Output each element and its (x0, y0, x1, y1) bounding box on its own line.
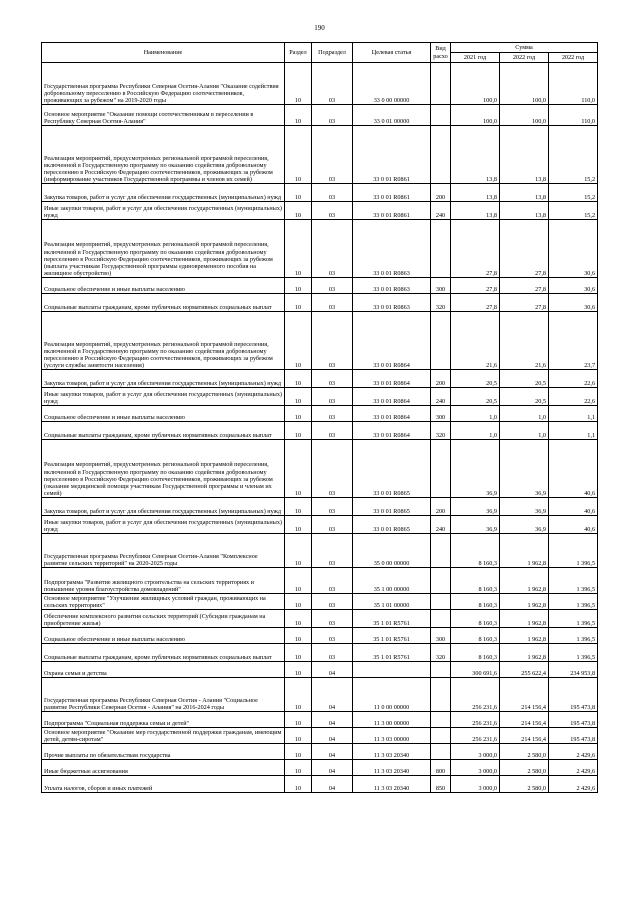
row-sum-2022-b: 15,2 (549, 126, 598, 184)
row-sum-2022-a: 36,9 (500, 440, 549, 498)
header-podrazdel: Подраздел (312, 43, 353, 63)
row-razdel: 10 (285, 644, 312, 662)
row-podrazdel: 03 (312, 422, 353, 440)
row-sum-2022-b: 1,1 (549, 406, 598, 422)
budget-table (41, 42, 598, 793)
row-name: Закупка товаров, работ и услуг для обеспечения государственных (муниципальных) нужд (42, 370, 285, 388)
row-name: Подпрограмма "Развитие жилищного строительства на сельских территориях и повышение уровня благоустройства домовладений" (42, 568, 285, 594)
row-sum-2022-a: 13,8 (500, 202, 549, 220)
row-podrazdel: 03 (312, 534, 353, 568)
table-row (42, 312, 598, 370)
row-vid-rashoda (431, 678, 451, 712)
row-podrazdel: 03 (312, 202, 353, 220)
table-row (42, 370, 598, 388)
table-row (42, 388, 598, 406)
row-vid-rashoda: 200 (431, 498, 451, 516)
row-name: Обеспечение комплексного развития сельских территорий (Субсидии гражданам на приобретение жилья) (42, 610, 285, 628)
row-sum-2021: 256 231,6 (451, 712, 500, 728)
table-row (42, 712, 598, 728)
row-razdel: 10 (285, 712, 312, 728)
row-sum-2022-b: 1 396,5 (549, 644, 598, 662)
row-sum-2022-a: 255 622,4 (500, 662, 549, 678)
row-razdel: 10 (285, 498, 312, 516)
row-sum-2021: 1,0 (451, 422, 500, 440)
row-name: Прочие выплаты по обязательствам государства (42, 744, 285, 760)
row-vid-rashoda (431, 662, 451, 678)
table-row (42, 610, 598, 628)
table-row (42, 628, 598, 644)
row-razdel: 10 (285, 422, 312, 440)
row-sum-2021: 36,9 (451, 516, 500, 534)
row-celevaya-statya: 33 0 01 R0863 (353, 278, 431, 294)
row-celevaya-statya: 35 1 01 R5761 (353, 628, 431, 644)
row-podrazdel: 03 (312, 568, 353, 594)
row-vid-rashoda: 300 (431, 406, 451, 422)
row-razdel: 10 (285, 220, 312, 278)
row-vid-rashoda (431, 594, 451, 610)
row-celevaya-statya (353, 662, 431, 678)
table-row (42, 294, 598, 312)
row-sum-2021: 8 160,3 (451, 594, 500, 610)
row-vid-rashoda (431, 126, 451, 184)
row-sum-2021: 1,0 (451, 406, 500, 422)
row-sum-2022-b: 1 396,5 (549, 594, 598, 610)
header-celevaya: Целевая статья (353, 43, 431, 63)
row-podrazdel: 03 (312, 628, 353, 644)
row-celevaya-statya: 11 0 00 00000 (353, 678, 431, 712)
row-sum-2021: 8 160,3 (451, 534, 500, 568)
row-celevaya-statya: 33 0 01 R0864 (353, 312, 431, 370)
row-sum-2022-b: 1 396,5 (549, 534, 598, 568)
row-sum-2022-a: 21,6 (500, 312, 549, 370)
row-podrazdel: 03 (312, 644, 353, 662)
row-razdel: 10 (285, 776, 312, 793)
row-celevaya-statya: 33 0 01 R0863 (353, 294, 431, 312)
row-sum-2022-a: 13,8 (500, 184, 549, 202)
row-razdel: 10 (285, 760, 312, 776)
row-sum-2022-a: 1 962,8 (500, 628, 549, 644)
row-celevaya-statya: 11 3 03 20340 (353, 776, 431, 793)
row-sum-2022-b: 2 429,6 (549, 760, 598, 776)
row-sum-2022-b: 234 953,8 (549, 662, 598, 678)
row-name: Реализация мероприятий, предусмотренных региональной программой переселения, включенной в Государственную программу по оказанию содействия добровольному переселению в Российскую Федерацию соотечественников, проживающих за рубежом (информирование участников Государственной программы и членов их семей) (42, 126, 285, 184)
row-sum-2021: 13,8 (451, 184, 500, 202)
row-name: Закупка товаров, работ и услуг для обеспечения государственных (муниципальных) нужд (42, 498, 285, 516)
header-vid: Вид расхо (431, 43, 451, 63)
table-row (42, 184, 598, 202)
row-vid-rashoda: 200 (431, 184, 451, 202)
row-sum-2022-b: 22,6 (549, 370, 598, 388)
row-sum-2022-b: 2 429,6 (549, 744, 598, 760)
row-celevaya-statya: 33 0 01 00000 (353, 105, 431, 126)
table-body (42, 63, 598, 793)
row-name: Социальное обеспечение и иные выплаты населению (42, 628, 285, 644)
row-sum-2022-b: 110,0 (549, 105, 598, 126)
row-razdel: 10 (285, 312, 312, 370)
row-sum-2021: 3 000,0 (451, 744, 500, 760)
row-sum-2022-a: 20,5 (500, 370, 549, 388)
row-sum-2022-b: 30,6 (549, 294, 598, 312)
row-vid-rashoda: 240 (431, 388, 451, 406)
row-celevaya-statya: 35 1 01 R5761 (353, 644, 431, 662)
row-sum-2022-a: 214 156,4 (500, 712, 549, 728)
row-razdel: 10 (285, 678, 312, 712)
table-row (42, 644, 598, 662)
row-sum-2022-a: 20,5 (500, 388, 549, 406)
row-sum-2021: 27,8 (451, 278, 500, 294)
page-number: 190 (314, 24, 325, 32)
row-vid-rashoda (431, 440, 451, 498)
row-name: Социальные выплаты гражданам, кроме публичных нормативных социальных выплат (42, 294, 285, 312)
row-sum-2022-a: 2 580,0 (500, 760, 549, 776)
row-sum-2022-b: 1,1 (549, 422, 598, 440)
row-podrazdel: 03 (312, 294, 353, 312)
row-sum-2022-b: 195 473,8 (549, 712, 598, 728)
row-name: Социальные выплаты гражданам, кроме публичных нормативных социальных выплат (42, 422, 285, 440)
row-celevaya-statya: 35 1 01 R5761 (353, 610, 431, 628)
row-name: Реализация мероприятий, предусмотренных региональной программой переселения, включенной в Государственную программу по оказанию содействия добровольному переселению в Российскую Федерацию соотечественников, проживающих за рубежом (оказание медицинской помощи участникам Государственной программы и членам их семей) (42, 440, 285, 498)
row-sum-2021: 36,9 (451, 440, 500, 498)
row-sum-2022-b: 30,6 (549, 278, 598, 294)
row-name: Реализация мероприятий, предусмотренных региональной программой переселения, включенной в Государственную программу по оказанию содействия добровольному переселению в Российскую Федерацию соотечественников, проживающих за рубежом (услуги службы занятости населения) (42, 312, 285, 370)
row-podrazdel: 03 (312, 440, 353, 498)
table-row (42, 760, 598, 776)
row-celevaya-statya: 11 3 00 00000 (353, 712, 431, 728)
row-celevaya-statya: 35 1 00 00000 (353, 568, 431, 594)
row-podrazdel: 03 (312, 406, 353, 422)
row-razdel: 10 (285, 105, 312, 126)
row-name: Закупка товаров, работ и услуг для обеспечения государственных (муниципальных) нужд (42, 184, 285, 202)
row-celevaya-statya: 33 0 01 R0864 (353, 370, 431, 388)
row-sum-2021: 256 231,6 (451, 678, 500, 712)
table-row (42, 516, 598, 534)
row-celevaya-statya: 11 3 03 20340 (353, 760, 431, 776)
row-podrazdel: 04 (312, 744, 353, 760)
row-podrazdel: 04 (312, 678, 353, 712)
header-2022-a: 2022 год (500, 53, 549, 63)
row-name: Охрана семьи и детства (42, 662, 285, 678)
row-razdel: 10 (285, 628, 312, 644)
row-podrazdel: 03 (312, 594, 353, 610)
row-name: Иные бюджетные ассигнования (42, 760, 285, 776)
row-sum-2022-b: 1 396,5 (549, 628, 598, 644)
row-name: Социальные выплаты гражданам, кроме публичных нормативных социальных выплат (42, 644, 285, 662)
row-sum-2022-a: 1 962,8 (500, 610, 549, 628)
row-celevaya-statya: 33 0 01 R0864 (353, 406, 431, 422)
row-celevaya-statya: 33 0 01 R0864 (353, 388, 431, 406)
row-razdel: 10 (285, 294, 312, 312)
row-razdel: 10 (285, 370, 312, 388)
table-row (42, 594, 598, 610)
row-celevaya-statya: 33 0 00 00000 (353, 63, 431, 105)
row-celevaya-statya: 35 0 00 00000 (353, 534, 431, 568)
row-name: Иные закупки товаров, работ и услуг для обеспечения государственных (муниципальных) нужд (42, 202, 285, 220)
header-2021: 2021 год (451, 53, 500, 63)
row-vid-rashoda: 200 (431, 370, 451, 388)
row-sum-2021: 13,8 (451, 126, 500, 184)
table-row (42, 728, 598, 744)
row-podrazdel: 03 (312, 312, 353, 370)
row-sum-2022-b: 2 429,6 (549, 776, 598, 793)
table-row (42, 278, 598, 294)
table-row (42, 63, 598, 105)
row-razdel: 10 (285, 568, 312, 594)
row-celevaya-statya: 33 0 01 R0865 (353, 440, 431, 498)
row-podrazdel: 04 (312, 776, 353, 793)
table-row (42, 776, 598, 793)
row-name: Подпрограмма "Социальная поддержка семьи и детей" (42, 712, 285, 728)
row-vid-rashoda: 320 (431, 294, 451, 312)
row-sum-2022-b: 30,6 (549, 220, 598, 278)
row-sum-2021: 300 691,6 (451, 662, 500, 678)
row-razdel: 10 (285, 63, 312, 105)
row-vid-rashoda (431, 744, 451, 760)
row-sum-2022-a: 1,0 (500, 422, 549, 440)
row-name: Иные закупки товаров, работ и услуг для обеспечения государственных (муниципальных) нужд (42, 388, 285, 406)
row-celevaya-statya: 33 0 01 R0865 (353, 516, 431, 534)
row-podrazdel: 03 (312, 516, 353, 534)
header-2022-b: 2022 год (549, 53, 598, 63)
row-vid-rashoda: 800 (431, 760, 451, 776)
row-podrazdel: 04 (312, 662, 353, 678)
table-row (42, 744, 598, 760)
table-row (42, 422, 598, 440)
row-name: Основное мероприятие "Улучшение жилищных условий граждан, проживающих на сельских территориях" (42, 594, 285, 610)
row-podrazdel: 03 (312, 370, 353, 388)
row-sum-2022-a: 100,0 (500, 105, 549, 126)
row-razdel: 10 (285, 610, 312, 628)
row-sum-2022-b: 40,6 (549, 440, 598, 498)
row-celevaya-statya: 33 0 01 R0861 (353, 126, 431, 184)
row-razdel: 10 (285, 388, 312, 406)
table-row (42, 498, 598, 516)
row-sum-2022-a: 36,9 (500, 498, 549, 516)
row-vid-rashoda (431, 534, 451, 568)
row-celevaya-statya: 35 1 01 00000 (353, 594, 431, 610)
row-sum-2022-b: 22,6 (549, 388, 598, 406)
row-vid-rashoda (431, 312, 451, 370)
row-vid-rashoda: 320 (431, 422, 451, 440)
row-sum-2022-a: 36,9 (500, 516, 549, 534)
row-razdel: 10 (285, 202, 312, 220)
table-row (42, 105, 598, 126)
row-sum-2022-b: 195 473,8 (549, 678, 598, 712)
row-razdel: 10 (285, 534, 312, 568)
table-row (42, 406, 598, 422)
row-name: Уплата налогов, сборов и иных платежей (42, 776, 285, 793)
row-sum-2022-a: 27,8 (500, 220, 549, 278)
row-name: Государственная программа Республики Северная Осетия - Алания "Социальное развитие Республики Северная Осетия - Алания" на 2016-2024 годы (42, 678, 285, 712)
row-razdel: 10 (285, 662, 312, 678)
row-sum-2021: 8 160,3 (451, 610, 500, 628)
row-razdel: 10 (285, 184, 312, 202)
row-sum-2022-a: 214 156,4 (500, 678, 549, 712)
row-razdel: 10 (285, 440, 312, 498)
row-celevaya-statya: 33 0 01 R0861 (353, 184, 431, 202)
row-celevaya-statya: 11 3 03 20340 (353, 744, 431, 760)
row-sum-2021: 3 000,0 (451, 760, 500, 776)
row-sum-2021: 27,8 (451, 294, 500, 312)
table-row (42, 202, 598, 220)
row-sum-2022-a: 13,8 (500, 126, 549, 184)
row-vid-rashoda: 300 (431, 628, 451, 644)
row-sum-2022-b: 1 396,5 (549, 568, 598, 594)
table-row (42, 220, 598, 278)
row-sum-2022-a: 1 962,8 (500, 594, 549, 610)
row-sum-2022-b: 110,0 (549, 63, 598, 105)
row-razdel: 10 (285, 594, 312, 610)
row-vid-rashoda: 320 (431, 644, 451, 662)
row-vid-rashoda (431, 568, 451, 594)
row-name: Основное мероприятие "Оказание помощи соотечественникам в переселении в Республику Северная Осетия-Алания" (42, 105, 285, 126)
row-sum-2021: 21,6 (451, 312, 500, 370)
row-razdel: 10 (285, 744, 312, 760)
row-vid-rashoda: 240 (431, 202, 451, 220)
row-sum-2022-b: 40,6 (549, 498, 598, 516)
row-name: Государственная программа Республики Северная Осетия-Алания "Оказание содействия добровольному переселению в Российскую Федерацию соотечественников, проживающих за рубежом" на 2019-2020 годы (42, 63, 285, 105)
row-name: Реализация мероприятий, предусмотренных региональной программой переселения, включенной в Государственную программу по оказанию содействия добровольному переселению в Российскую Федерацию соотечественников, проживающих за рубежом (выплата участникам Государственной программы единовременного пособия на жилищное обустройство) (42, 220, 285, 278)
header-razdel: Раздел (285, 43, 312, 63)
table-row (42, 440, 598, 498)
row-celevaya-statya: 11 3 03 00000 (353, 728, 431, 744)
row-podrazdel: 04 (312, 728, 353, 744)
row-podrazdel: 03 (312, 498, 353, 516)
row-podrazdel: 03 (312, 184, 353, 202)
row-podrazdel: 03 (312, 63, 353, 105)
row-razdel: 10 (285, 126, 312, 184)
row-sum-2021: 3 000,0 (451, 776, 500, 793)
table-row (42, 568, 598, 594)
row-sum-2022-b: 15,2 (549, 184, 598, 202)
row-sum-2022-b: 23,7 (549, 312, 598, 370)
row-sum-2021: 27,8 (451, 220, 500, 278)
row-vid-rashoda (431, 105, 451, 126)
row-podrazdel: 03 (312, 105, 353, 126)
row-vid-rashoda (431, 712, 451, 728)
row-sum-2021: 8 160,3 (451, 568, 500, 594)
row-razdel: 10 (285, 728, 312, 744)
row-name: Основное мероприятие "Оказание мер государственной поддержки гражданам, имеющим детей, детям-сиротам" (42, 728, 285, 744)
row-sum-2021: 8 160,3 (451, 628, 500, 644)
row-sum-2022-a: 1 962,8 (500, 644, 549, 662)
table-row (42, 678, 598, 712)
row-vid-rashoda: 300 (431, 278, 451, 294)
header-summa: Сумма (451, 43, 598, 53)
row-sum-2022-b: 40,6 (549, 516, 598, 534)
row-sum-2022-a: 1,0 (500, 406, 549, 422)
row-sum-2021: 20,5 (451, 370, 500, 388)
row-razdel: 10 (285, 516, 312, 534)
row-sum-2022-a: 27,8 (500, 294, 549, 312)
row-sum-2022-a: 1 962,8 (500, 568, 549, 594)
row-vid-rashoda: 850 (431, 776, 451, 793)
row-celevaya-statya: 33 0 01 R0865 (353, 498, 431, 516)
row-sum-2021: 13,8 (451, 202, 500, 220)
row-sum-2021: 8 160,3 (451, 644, 500, 662)
row-sum-2022-a: 100,0 (500, 63, 549, 105)
row-podrazdel: 04 (312, 760, 353, 776)
row-sum-2022-a: 27,8 (500, 278, 549, 294)
row-podrazdel: 03 (312, 388, 353, 406)
row-sum-2022-b: 15,2 (549, 202, 598, 220)
row-sum-2021: 100,0 (451, 63, 500, 105)
row-podrazdel: 04 (312, 712, 353, 728)
row-name: Иные закупки товаров, работ и услуг для обеспечения государственных (муниципальных) нужд (42, 516, 285, 534)
row-sum-2021: 36,9 (451, 498, 500, 516)
row-sum-2022-b: 1 396,5 (549, 610, 598, 628)
row-name: Государственная программа Республики Северная Осетия-Алания "Комплексное развитие сельских территорий" на 2020-2025 годы (42, 534, 285, 568)
row-sum-2021: 20,5 (451, 388, 500, 406)
row-name: Социальное обеспечение и иные выплаты населению (42, 406, 285, 422)
row-sum-2021: 100,0 (451, 105, 500, 126)
row-sum-2021: 256 231,6 (451, 728, 500, 744)
row-vid-rashoda (431, 610, 451, 628)
row-podrazdel: 03 (312, 220, 353, 278)
row-vid-rashoda: 240 (431, 516, 451, 534)
row-sum-2022-a: 214 156,4 (500, 728, 549, 744)
row-podrazdel: 03 (312, 610, 353, 628)
table-row (42, 534, 598, 568)
row-sum-2022-a: 1 962,8 (500, 534, 549, 568)
row-razdel: 10 (285, 278, 312, 294)
row-celevaya-statya: 33 0 01 R0864 (353, 422, 431, 440)
row-vid-rashoda (431, 63, 451, 105)
row-celevaya-statya: 33 0 01 R0861 (353, 202, 431, 220)
row-podrazdel: 03 (312, 126, 353, 184)
row-sum-2022-b: 195 473,8 (549, 728, 598, 744)
row-sum-2022-a: 2 580,0 (500, 776, 549, 793)
row-sum-2022-a: 2 580,0 (500, 744, 549, 760)
table-row (42, 126, 598, 184)
row-name: Социальное обеспечение и иные выплаты населению (42, 278, 285, 294)
header-name: Наименование (42, 43, 285, 63)
row-celevaya-statya: 33 0 01 R0863 (353, 220, 431, 278)
row-vid-rashoda (431, 728, 451, 744)
row-vid-rashoda (431, 220, 451, 278)
row-razdel: 10 (285, 406, 312, 422)
row-podrazdel: 03 (312, 278, 353, 294)
table-row (42, 662, 598, 678)
